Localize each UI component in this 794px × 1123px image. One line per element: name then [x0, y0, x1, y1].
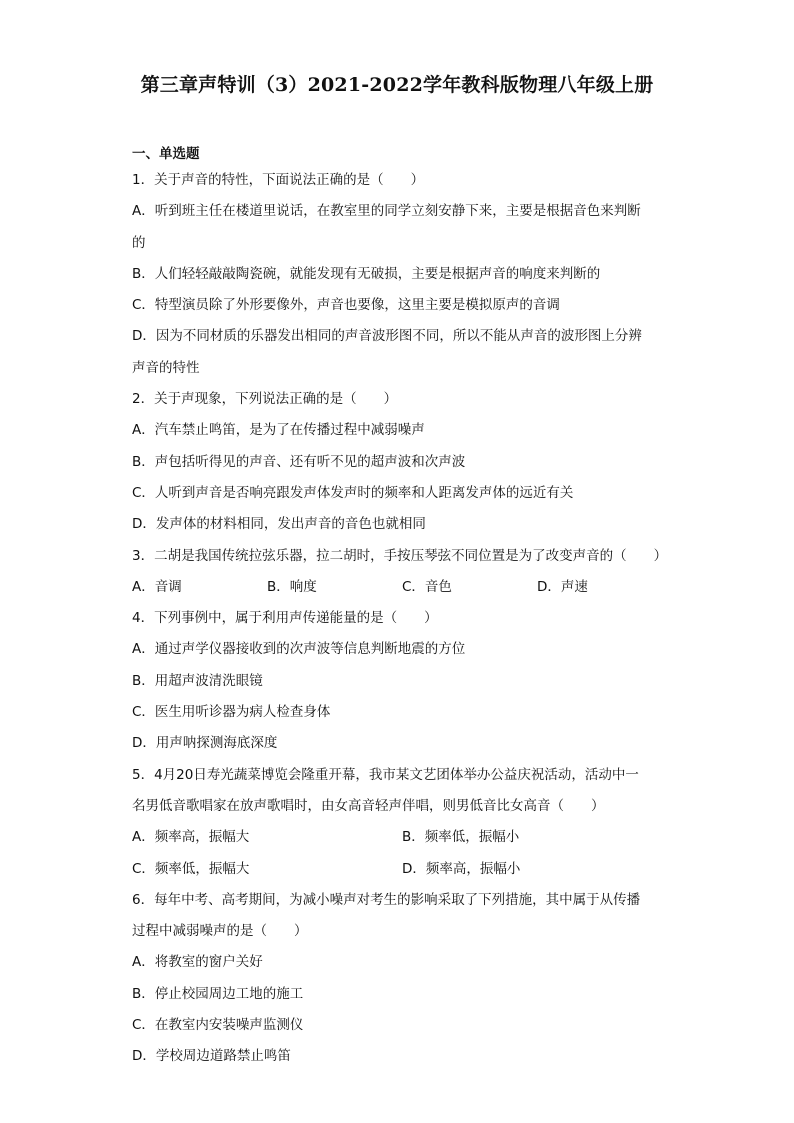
option-a: A．将教室的窗户关好: [132, 954, 263, 971]
option-d: D．声速: [537, 578, 588, 595]
option-row: [132, 822, 672, 853]
option-b: B．人们轻轻敲敲陶瓷碗，就能发现有无破损，主要是根据声音的响度来判断的: [132, 265, 601, 282]
section-heading: 一、单选题: [132, 146, 200, 162]
option-b: B．用超声波清洗眼镜: [132, 672, 263, 689]
option-b: B．停止校园周边工地的施工: [132, 985, 304, 1002]
option-a: A．音调: [132, 578, 182, 595]
option-c: C．医生用听诊器为病人检查身体: [132, 704, 331, 721]
option-d: D．因为不同材质的乐器发出相同的声音波形图不同，所以不能从声音的波形图上分辨: [132, 328, 642, 345]
question-list: [132, 143, 672, 1073]
question-stem: 4．下列事例中，属于利用声传递能量的是（ ）: [132, 610, 438, 627]
option-continuation: 声音的特性: [132, 359, 200, 376]
option-c: C．特型演员除了外形要像外，声音也要像，这里主要是模拟原声的音调: [132, 297, 560, 314]
option-c: C．音色: [402, 578, 452, 595]
question-stem: 5．4月20日寿光蔬菜博览会隆重开幕，我市某文艺团体举办公益庆祝活动，活动中一: [132, 766, 639, 783]
question-stem: 1．关于声音的特性，下面说法正确的是（ ）: [132, 172, 425, 188]
option-a: A．频率高，振幅大: [132, 829, 250, 846]
option-b: B．声包括听得见的声音、还有听不见的超声波和次声波: [132, 453, 466, 470]
option-b: B．频率低，振幅小: [402, 829, 520, 846]
option-d: D．学校周边道路禁止鸣笛: [132, 1048, 291, 1065]
option-d: D．发声体的材料相同，发出声音的音色也就相同: [132, 516, 426, 533]
option-c: C．人听到声音是否响亮跟发声体发声时的频率和人距离发声体的远近有关: [132, 484, 574, 501]
option-c: C．在教室内安装噪声监测仪: [132, 1017, 304, 1034]
option-a: A．听到班主任在楼道里说话，在教室里的同学立刻安静下来，主要是根据音色来判断: [132, 203, 641, 220]
option-c: C．频率低，振幅大: [132, 860, 250, 877]
question-stem: 2．关于声现象，下列说法正确的是（ ）: [132, 391, 398, 408]
question-stem-continuation: 过程中减弱噪声的是（ ）: [132, 923, 308, 940]
option-row: [132, 854, 672, 885]
option-a: A．汽车禁止鸣笛，是为了在传播过程中减弱噪声: [132, 422, 425, 439]
document-title: 第三章声特训（3）2021-2022学年教科版物理八年级上册: [140, 74, 654, 96]
question-stem: 3．二胡是我国传统拉弦乐器，拉二胡时，手按压琴弦不同位置是为了改变声音的（ ）: [132, 547, 668, 564]
option-d: D．用声呐探测海底深度: [132, 735, 278, 752]
option-d: D．频率高，振幅小: [402, 860, 521, 877]
option-row: [132, 572, 672, 603]
option-continuation: 的: [132, 234, 146, 251]
question-stem: 6．每年中考、高考期间，为减小噪声对考生的影响采取了下列措施，其中属于从传播: [132, 891, 641, 908]
option-b: B．响度: [267, 578, 317, 595]
question-stem-continuation: 名男低音歌唱家在放声歌唱时，由女高音轻声伴唱，则男低音比女高音（ ）: [132, 797, 605, 814]
option-a: A．通过声学仪器接收到的次声波等信息判断地震的方位: [132, 641, 466, 658]
